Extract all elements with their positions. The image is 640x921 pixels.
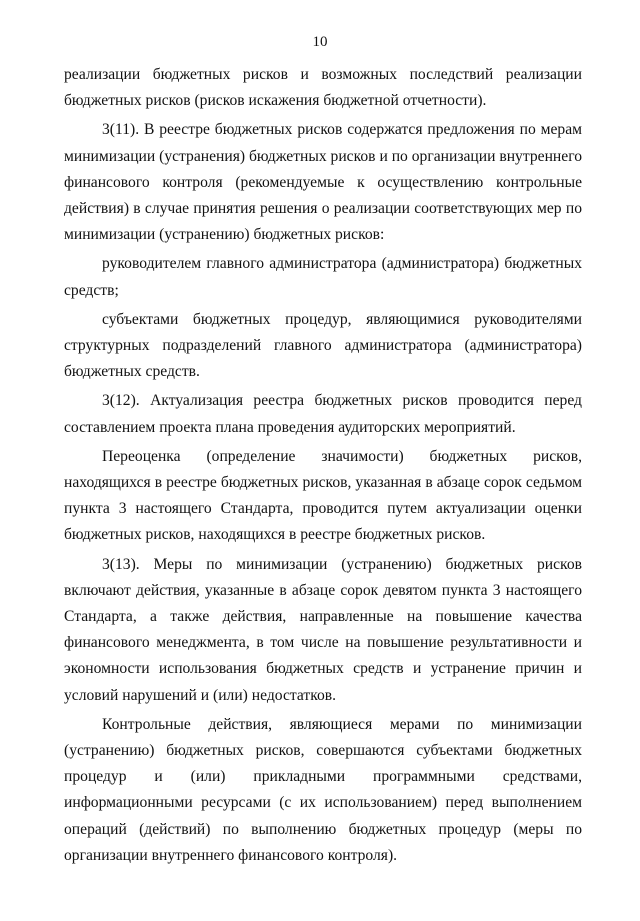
page-number: 10 xyxy=(312,34,328,50)
paragraph-6: Переоценка (определение значимости) бюджетных рисков, находящихся в реестре бюджетных рисков, указанная в абзаце сорок седьмом пункта 3 настоящего Стандарта, проводится путем актуализации оценки бюджетных рисков, находящихся в реестре бюджетных рисков. xyxy=(64,447,582,544)
document-body xyxy=(64,62,582,869)
paragraph-8: Контрольные действия, являющиеся мерами по минимизации (устранению) бюджетных рисков, совершаются субъектами бюджетных процедур и (или) прикладными программными средствами, информационными ресурсами (с их использованием) перед выполнением операций (действий) по выполнению бюджетных процедур (меры по организации внутреннего финансового контроля). xyxy=(64,715,582,864)
paragraph-3: руководителем главного администратора (администратора) бюджетных средств; xyxy=(64,255,582,299)
paragraph-1: реализации бюджетных рисков и возможных последствий реализации бюджетных рисков (рисков искажения бюджетной отчетности). xyxy=(64,66,582,110)
paragraph-4: субъектами бюджетных процедур, являющимися руководителями структурных подразделений главного администратора (администратора) бюджетных средств. xyxy=(64,310,582,381)
paragraph-5: 3(12). Актуализация реестра бюджетных рисков проводится перед составлением проекта плана проведения аудиторских мероприятий. xyxy=(64,392,582,436)
paragraph-2: 3(11). В реестре бюджетных рисков содержатся предложения по мерам минимизации (устранения) бюджетных рисков и по организации внутреннего финансового контроля (рекомендуемые к осуществлению контрольные действия) в случае принятия решения о реализации соответствующих мер по минимизации (устранению) бюджетных рисков: xyxy=(64,121,582,244)
paragraph-7: 3(13). Меры по минимизации (устранению) бюджетных рисков включают действия, указанные в абзаце сорок девятом пункта 3 настоящего Стандарта, а также действия, направленные на повышение качества финансового менеджмента, в том числе на повышение результативности и экономности использования бюджетных средств и устранение причин и условий нарушений и (или) недостатков. xyxy=(64,555,582,704)
